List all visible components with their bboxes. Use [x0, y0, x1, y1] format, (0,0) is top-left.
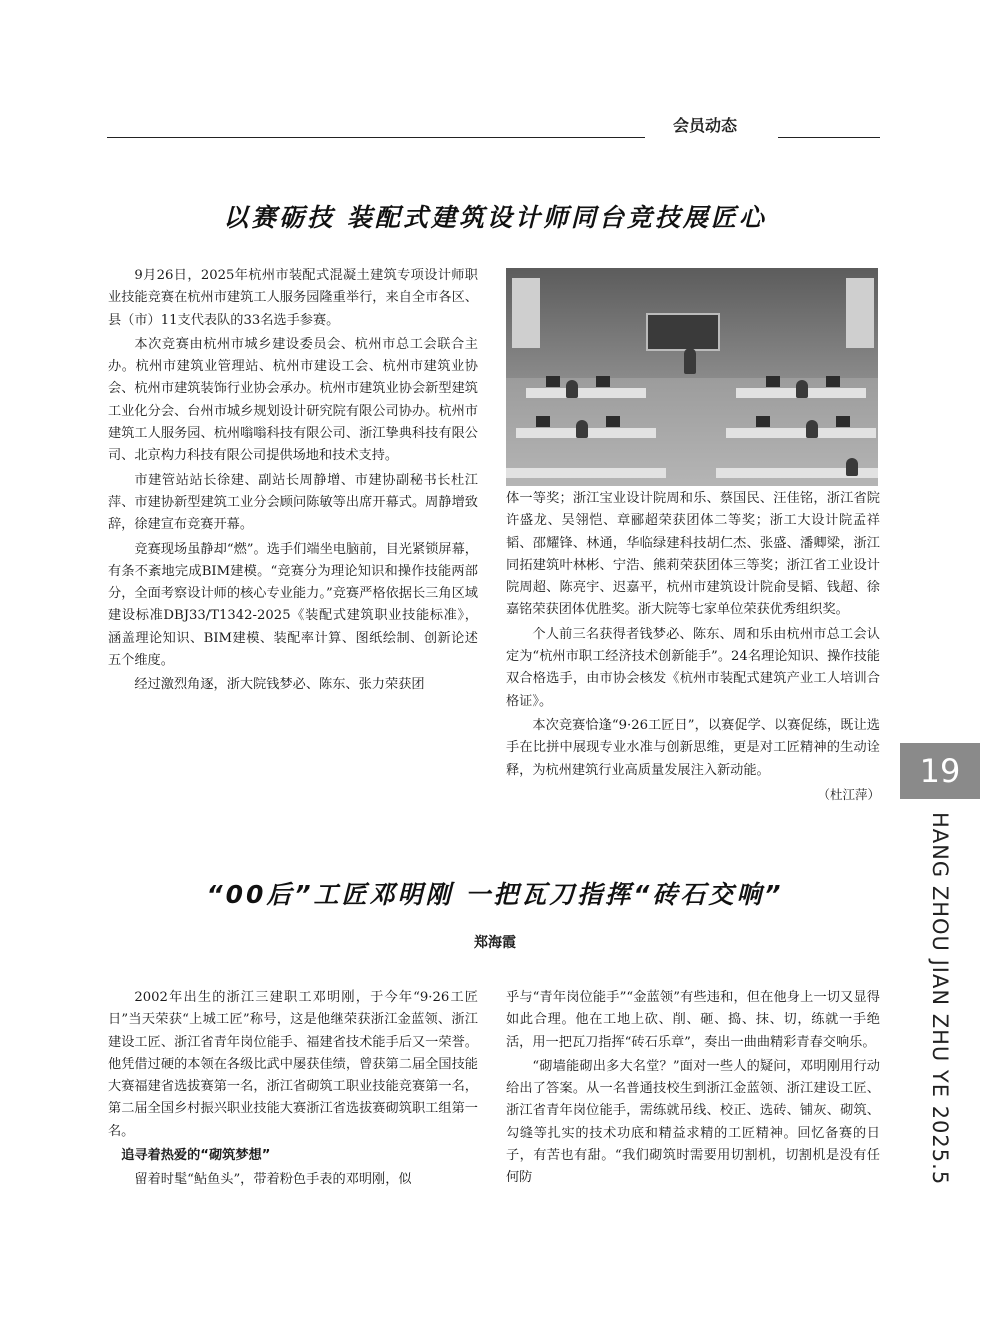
article1-left-p4: 竞赛现场虽静却“燃”。选手们端坐电脑前，目光紧锁屏幕，有条不紊地完成BIM建模。“竞赛分为理论知识和操作技能两部分，全面考察设计师的核心专业能力。”竞赛严格依据长三角区域建设标准DBJ33/T1342-2025《装配式建筑职业技能标准》，涵盖理论知识、BIM建模、装配率计算、图纸绘制、创新论述五个维度。	[108, 541, 478, 669]
photo-monitor	[836, 416, 850, 427]
photo-monitor	[546, 376, 560, 387]
article2-title: “00后”工匠邓明刚 一把瓦刀指挥“砖石交响”	[206, 880, 784, 909]
page-number: 19	[900, 743, 980, 799]
photo-desk	[506, 468, 666, 478]
photo-monitor	[826, 376, 840, 387]
article1-left-column	[108, 265, 478, 699]
article1-right-p1: 体一等奖；浙江宝业设计院周和乐、蔡国民、汪佳铭，浙江省院许盛龙、吴翎恺、章郦超荣获团体二等奖；浙工大设计院孟祥韬、邵耀锋、林通，华临绿建科技胡仁杰、张盛、潘卿梁，浙江同拓建筑叶林彬、宁浩、熊莉荣获团体三等奖；浙江省工业设计院周超、陈亮宇、迟嘉平，杭州市建筑设计院俞旻韬、钱超、徐嘉铭荣获团体优胜奖。浙大院等七家单位荣获优秀组织奖。	[506, 491, 880, 618]
photo-window	[846, 278, 874, 348]
article2-right-column	[506, 987, 880, 1192]
photo-projection-screen	[646, 313, 720, 351]
article1-right-p2: 个人前三名获得者钱梦必、陈东、周和乐由杭州市总工会认定为“杭州市职工经济技术创新能手”。24名理论知识、操作技能双合格选手，由市协会核发《杭州市装配式建筑产业工人培训合格证》。	[506, 626, 880, 709]
article1-right-p3: 本次竞赛恰逢“9·26工匠日”，以赛促学、以赛促练，既让选手在比拼中展现专业水准与创新思维，更是对工匠精神的生动诠释，为杭州建筑行业高质量发展注入新动能。	[506, 717, 880, 778]
article1-title: 以赛砺技 装配式建筑设计师同台竞技展匠心	[223, 203, 767, 232]
photo-person	[806, 420, 818, 438]
photo-window	[512, 278, 540, 348]
article1-left-p1: 9月26日，2025年杭州市装配式混凝土建筑专项设计师职业技能竞赛在杭州市建筑工人服务园隆重举行，来自全市各区、县（市）11支代表队的33名选手参赛。	[108, 268, 478, 328]
photo-monitor	[536, 416, 550, 427]
article1-signature: （杜江萍）	[817, 786, 880, 802]
article1-left-p5: 经过激烈角逐，浙大院钱梦必、陈东、张力荣获团	[134, 677, 425, 693]
photo-monitor	[606, 416, 620, 427]
photo-monitor	[756, 416, 770, 427]
header-rule-left	[107, 137, 645, 138]
photo-person	[846, 458, 858, 476]
section-label: 会员动态	[672, 116, 737, 135]
competition-hall-photo	[506, 268, 878, 486]
article1-left-p2: 本次竞赛由杭州市城乡建设委员会、杭州市总工会联合主办。杭州市建筑业管理站、杭州市建设工会、杭州市建筑业协会、杭州市建筑装饰行业协会承办。杭州市建筑业协会新型建筑工业化分会、台州市城乡规划设计研究院有限公司协办。杭州市建筑工人服务园、杭州嗡嗡科技有限公司、浙江挚典科技有限公司、北京构力科技有限公司提供场地和技术支持。	[108, 336, 478, 464]
article2-subheading: 追寻着热爱的“砌筑梦想”	[121, 1148, 271, 1164]
article2-left-column	[108, 987, 478, 1194]
photo-person	[566, 380, 578, 398]
photo-desk	[526, 388, 646, 398]
article2-right-p1: 乎与“青年岗位能手”“金蓝领”有些违和，但在他身上一切又显得如此合理。他在工地上砍、削、砸、捣、抹、切，练就一手绝活，用一把瓦刀指挥“砖石乐章”，奏出一曲曲精彩青春交响乐。	[506, 990, 880, 1050]
header-rule-right	[778, 137, 880, 138]
article1-left-p3: 市建管站站长徐建、副站长周静增、市建协副秘书长杜江萍、市建协新型建筑工业分会顾问陈敏等出席开幕式。周静增致辞，徐建宣布竞赛开幕。	[108, 472, 478, 533]
journal-name: HANG ZHOU JIAN ZHU YE 2025.5	[928, 812, 952, 1186]
article2-byline: 郑海霞	[474, 935, 516, 951]
article1-right-column	[506, 488, 880, 808]
photo-person	[576, 420, 588, 438]
photo-monitor	[766, 376, 780, 387]
photo-person	[684, 348, 696, 374]
photo-desk	[726, 428, 876, 438]
photo-monitor	[596, 376, 610, 387]
photo-person	[796, 380, 808, 398]
article2-right-p2: “砌墙能砌出多大名堂？”面对一些人的疑问，邓明刚用行动给出了答案。从一名普通技校生到浙江金蓝领、浙江建设工匠、浙江省青年岗位能手，需练就吊线、校正、选砖、铺灰、砌筑、勾缝等扎实的技术功底和精益求精的工匠精神。回忆备赛的日子，有苦也有甜。“我们砌筑时需要用切割机，切割机是没有任何防	[506, 1058, 880, 1186]
article2-left-p1: 2002年出生的浙江三建职工邓明刚，于今年“9·26工匠日”当天荣获“上城工匠”称号，这是他继荣获浙江金蓝领、浙江建设工匠、浙江省青年岗位能手、福建省技术能手后又一荣誉。他凭借过硬的本领在各级比武中屡获佳绩，曾获第二届全国技能大赛福建省选拔赛第一名，浙江省砌筑工职业技能竞赛第一名，第二届全国乡村振兴职业技能大赛浙江省选拔赛砌筑职工组第一名。	[108, 990, 478, 1139]
article2-left-p2: 留着时髦“鲇鱼头”，带着粉色手表的邓明刚，似	[134, 1172, 412, 1188]
